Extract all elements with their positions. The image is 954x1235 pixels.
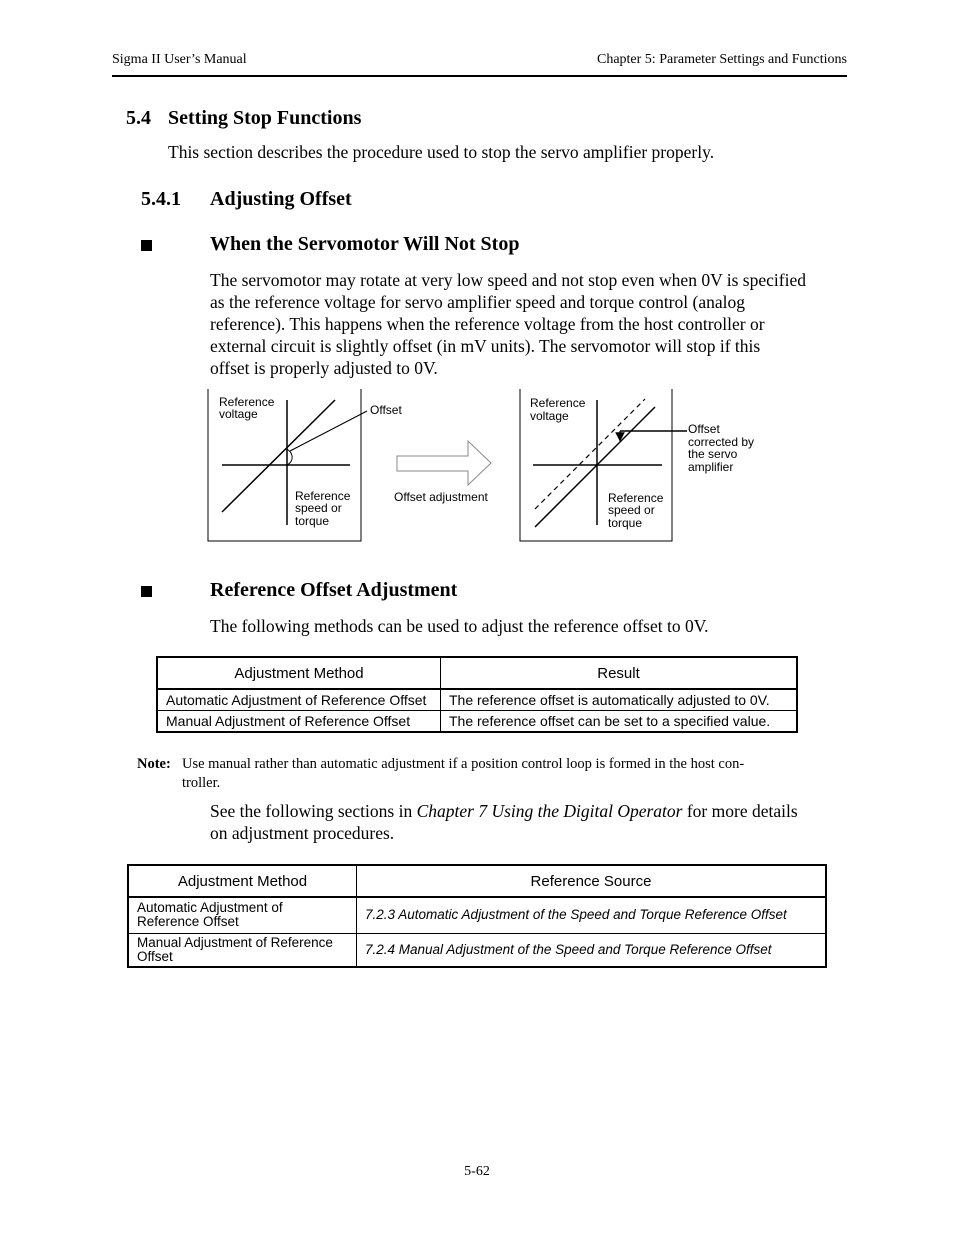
bullet-icon xyxy=(141,240,152,251)
adjustment-result-table xyxy=(156,656,798,733)
table-cell: Automatic Adjustment of Reference Offset xyxy=(128,897,357,933)
running-header-right: Chapter 5: Parameter Settings and Functions xyxy=(596,52,847,67)
left-y-label-1: Reference xyxy=(219,395,275,409)
subsection-number-wrap xyxy=(141,188,181,211)
table-row xyxy=(128,897,826,933)
section-heading xyxy=(126,107,151,130)
table-row xyxy=(157,689,797,711)
subsection-title: Adjusting Offset xyxy=(210,188,352,210)
right-corrected-label-3: the servo xyxy=(688,447,738,461)
table-header-row xyxy=(128,865,826,897)
table-header-cell: Reference Source xyxy=(357,865,827,897)
topic2-title-wrap xyxy=(210,579,457,602)
section-number: 5.4 xyxy=(126,107,151,129)
table-cell-reference: 7.2.3 Automatic Adjustment of the Speed and Torque Reference Offset xyxy=(357,897,827,933)
topic1-line: reference). This happens when the reference voltage from the host controller or xyxy=(210,314,765,334)
right-corrected-label-2: corrected by xyxy=(688,435,755,449)
table-cell: Manual Adjustment of Reference Offset xyxy=(157,711,441,733)
note-text-1: Use manual rather than automatic adjustment if a position control loop is formed in the host con- xyxy=(182,756,745,772)
table-cell: Automatic Adjustment of Reference Offset xyxy=(157,689,441,711)
subsection-number: 5.4.1 xyxy=(141,188,181,210)
offset-leader-line xyxy=(290,411,367,451)
left-x-label-1: Reference xyxy=(295,489,351,503)
topic1-line: offset is properly adjusted to 0V. xyxy=(210,358,438,378)
note-block xyxy=(137,756,171,773)
note-text-2: troller. xyxy=(182,775,221,791)
topic1-line: as the reference voltage for servo amplifier speed and torque control (analog xyxy=(210,292,745,312)
see-also-paragraph xyxy=(210,800,850,844)
reference-source-table xyxy=(127,864,827,968)
table-header-cell: Adjustment Method xyxy=(128,865,357,897)
right-y-label-2: voltage xyxy=(530,409,569,423)
left-x-label-2: speed or xyxy=(295,501,342,515)
section-title-wrap xyxy=(168,107,361,130)
right-x-label-2: speed or xyxy=(608,503,655,517)
table-header-row xyxy=(157,657,797,689)
table-header-cell: Result xyxy=(441,657,798,689)
note-label: Note: xyxy=(137,756,171,772)
bullet-icon xyxy=(141,586,152,597)
header-rule xyxy=(112,75,847,77)
table-cell: Manual Adjustment of Reference Offset xyxy=(128,933,357,967)
offset-adjustment-arrow-icon xyxy=(397,441,491,485)
left-x-label-3: torque xyxy=(295,514,330,528)
see-also-book-title: Chapter 7 Using the Digital Operator xyxy=(416,801,683,821)
right-x-label-1: Reference xyxy=(608,491,664,505)
arrow-label: Offset adjustment xyxy=(394,490,488,504)
offset-diagram xyxy=(200,385,760,545)
topic1-title: When the Servomotor Will Not Stop xyxy=(210,233,520,255)
right-x-label-3: torque xyxy=(608,516,643,530)
section-intro: This section describes the procedure used to stop the servo amplifier properly. xyxy=(168,142,715,162)
table-header-cell: Adjustment Method xyxy=(157,657,441,689)
right-corrected-label-4: amplifier xyxy=(688,460,734,474)
table-cell-reference: 7.2.4 Manual Adjustment of the Speed and Torque Reference Offset xyxy=(357,933,827,967)
topic1-paragraph xyxy=(210,269,850,379)
table-cell: The reference offset is automatically adjusted to 0V. xyxy=(441,689,798,711)
see-also-line-2: on adjustment procedures. xyxy=(210,823,395,843)
page-number: 5-62 xyxy=(464,1164,490,1179)
topic2-title: Reference Offset Adjustment xyxy=(210,579,458,601)
topic1-title-wrap xyxy=(210,233,519,256)
topic1-line: The servomotor may rotate at very low speed and not stop even when 0V is specified xyxy=(210,270,806,290)
topic1-line: external circuit is slightly offset (in mV units). The servomotor will stop if this xyxy=(210,336,761,356)
table-cell: The reference offset can be set to a specified value. xyxy=(441,711,798,733)
right-y-label-1: Reference xyxy=(530,396,586,410)
table-row xyxy=(157,711,797,733)
topic2-intro: The following methods can be used to adjust the reference offset to 0V. xyxy=(210,616,709,636)
running-header-left: Sigma II User’s Manual xyxy=(112,52,247,67)
see-also-pre: See the following sections in xyxy=(210,801,417,821)
left-y-label-2: voltage xyxy=(219,407,258,421)
subsection-title-wrap xyxy=(210,188,352,211)
see-also-post: for more details xyxy=(682,801,798,821)
left-offset-label: Offset xyxy=(370,403,402,417)
right-corrected-label-1: Offset xyxy=(688,422,720,436)
section-title: Setting Stop Functions xyxy=(168,107,362,129)
table-row xyxy=(128,933,826,967)
see-also-line-1 xyxy=(210,800,850,822)
